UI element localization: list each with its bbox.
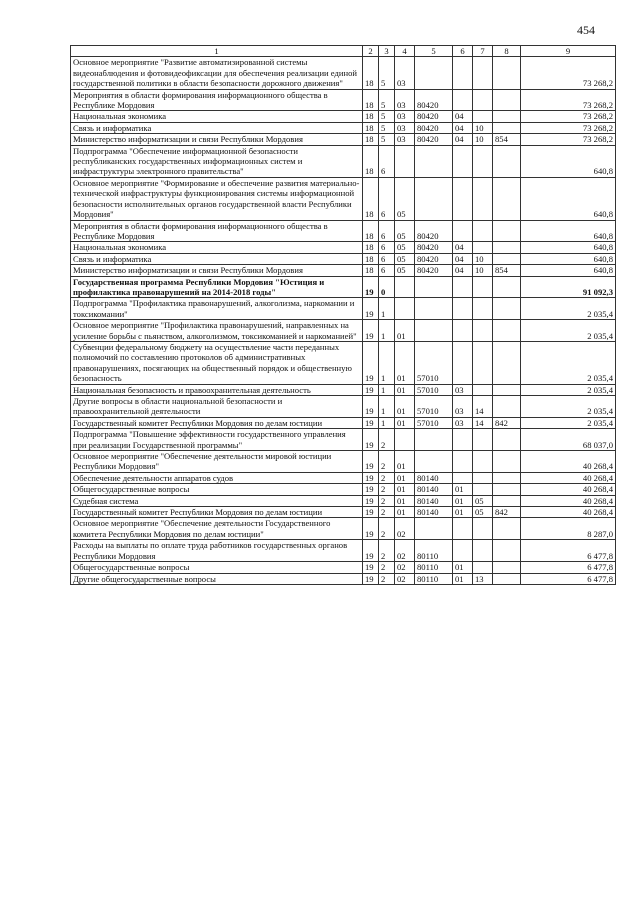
row-code-cell: 5 (379, 134, 395, 145)
row-amount-cell: 73 268,2 (521, 134, 616, 145)
row-code-cell (453, 220, 473, 242)
row-code-cell (473, 540, 493, 562)
row-code-cell: 5 (379, 57, 395, 89)
row-code-cell: 18 (363, 177, 379, 220)
row-code-cell: 19 (363, 562, 379, 573)
row-code-cell: 80420 (415, 253, 453, 264)
row-code-cell: 19 (363, 484, 379, 495)
row-code-cell (493, 518, 521, 540)
row-amount-cell: 40 268,4 (521, 507, 616, 518)
row-code-cell: 18 (363, 220, 379, 242)
row-code-cell: 80420 (415, 134, 453, 145)
row-code-cell: 01 (395, 320, 415, 342)
row-code-cell: 80140 (415, 484, 453, 495)
row-code-cell (493, 122, 521, 133)
table-body (71, 57, 616, 585)
row-code-cell: 04 (453, 242, 473, 253)
row-amount-cell: 2 035,4 (521, 320, 616, 342)
row-name-cell: Другие вопросы в области национальной безопасности и правоохранительной деятельности (71, 396, 363, 418)
row-code-cell (493, 298, 521, 320)
row-code-cell: 19 (363, 472, 379, 483)
row-code-cell: 19 (363, 451, 379, 473)
row-code-cell: 1 (379, 384, 395, 395)
row-code-cell: 5 (379, 122, 395, 133)
row-code-cell (453, 540, 473, 562)
row-code-cell: 02 (395, 540, 415, 562)
row-code-cell: 03 (453, 417, 473, 428)
row-code-cell: 80420 (415, 111, 453, 122)
table-row (71, 265, 616, 276)
row-code-cell: 19 (363, 429, 379, 451)
row-code-cell (493, 562, 521, 573)
row-code-cell: 19 (363, 341, 379, 384)
row-code-cell (453, 89, 473, 111)
row-code-cell (473, 242, 493, 253)
row-code-cell: 03 (395, 89, 415, 111)
row-code-cell (453, 298, 473, 320)
row-code-cell (453, 472, 473, 483)
row-code-cell (473, 320, 493, 342)
row-code-cell (395, 145, 415, 177)
table-row (71, 122, 616, 133)
table-row (71, 562, 616, 573)
row-name-cell: Основное мероприятие "Профилактика правонарушений, направленных на усиление борьбы с пьянством, алкоголизмом, токсикоманией и наркоманией" (71, 320, 363, 342)
row-code-cell: 5 (379, 89, 395, 111)
table-row (71, 145, 616, 177)
row-code-cell: 04 (453, 111, 473, 122)
row-code-cell (493, 429, 521, 451)
row-code-cell: 19 (363, 507, 379, 518)
row-code-cell: 6 (379, 265, 395, 276)
row-code-cell (415, 177, 453, 220)
table-row (71, 341, 616, 384)
row-code-cell: 2 (379, 562, 395, 573)
page-number: 454 (577, 23, 595, 37)
row-amount-cell: 640,8 (521, 145, 616, 177)
row-code-cell (473, 220, 493, 242)
row-code-cell: 2 (379, 429, 395, 451)
table-row (71, 451, 616, 473)
row-code-cell: 1 (379, 396, 395, 418)
table-row (71, 484, 616, 495)
row-code-cell: 04 (453, 253, 473, 264)
row-amount-cell: 2 035,4 (521, 417, 616, 428)
row-amount-cell: 91 092,3 (521, 276, 616, 298)
row-code-cell: 05 (473, 507, 493, 518)
row-code-cell (493, 396, 521, 418)
row-code-cell: 80140 (415, 472, 453, 483)
row-code-cell (493, 276, 521, 298)
row-code-cell: 80420 (415, 242, 453, 253)
row-code-cell: 01 (395, 396, 415, 418)
table-row (71, 472, 616, 483)
table-row (71, 276, 616, 298)
row-name-cell: Обеспечение деятельности аппаратов судов (71, 472, 363, 483)
row-name-cell: Мероприятия в области формирования информационного общества в Республике Мордовия (71, 220, 363, 242)
table-row (71, 298, 616, 320)
row-code-cell: 04 (453, 265, 473, 276)
row-code-cell: 05 (395, 220, 415, 242)
row-code-cell: 03 (395, 134, 415, 145)
row-code-cell (473, 562, 493, 573)
row-code-cell: 842 (493, 507, 521, 518)
row-amount-cell: 68 037,0 (521, 429, 616, 451)
row-code-cell (473, 111, 493, 122)
row-name-cell: Связь и информатика (71, 253, 363, 264)
row-code-cell: 19 (363, 396, 379, 418)
row-code-cell (493, 573, 521, 584)
row-code-cell (453, 57, 473, 89)
row-name-cell: Основное мероприятие "Обеспечение деятельности Государственного комитета Республики Мордовия по делам юстиции" (71, 518, 363, 540)
row-code-cell: 2 (379, 507, 395, 518)
row-code-cell: 01 (395, 384, 415, 395)
row-amount-cell: 640,8 (521, 253, 616, 264)
row-code-cell: 02 (395, 573, 415, 584)
row-amount-cell: 2 035,4 (521, 298, 616, 320)
row-name-cell: Основное мероприятие "Развитие автоматизированной системы видеонаблюдения и фотовидеофиксации для обеспечения реализации единой государственной политики в области безопасности дорожного движения" (71, 57, 363, 89)
row-name-cell: Национальная безопасность и правоохранительная деятельность (71, 384, 363, 395)
row-code-cell: 80110 (415, 562, 453, 573)
row-amount-cell: 2 035,4 (521, 396, 616, 418)
table-row (71, 518, 616, 540)
row-code-cell: 18 (363, 242, 379, 253)
row-code-cell (493, 253, 521, 264)
row-name-cell: Связь и информатика (71, 122, 363, 133)
row-code-cell (395, 429, 415, 451)
row-code-cell: 01 (453, 507, 473, 518)
row-amount-cell: 40 268,4 (521, 472, 616, 483)
row-code-cell: 03 (395, 57, 415, 89)
row-name-cell: Подпрограмма "Повышение эффективности государственного управления при реализации Государственной программы" (71, 429, 363, 451)
row-code-cell: 10 (473, 265, 493, 276)
row-code-cell: 2 (379, 573, 395, 584)
row-code-cell: 18 (363, 111, 379, 122)
column-header: 4 (395, 46, 415, 57)
row-amount-cell: 73 268,2 (521, 57, 616, 89)
row-code-cell (415, 429, 453, 451)
row-amount-cell: 8 287,0 (521, 518, 616, 540)
row-code-cell (415, 320, 453, 342)
row-code-cell (415, 518, 453, 540)
row-code-cell: 03 (453, 384, 473, 395)
table-row (71, 429, 616, 451)
table-row (71, 220, 616, 242)
row-code-cell (473, 451, 493, 473)
row-code-cell (493, 89, 521, 111)
column-header: 2 (363, 46, 379, 57)
row-code-cell: 04 (453, 122, 473, 133)
row-code-cell: 05 (395, 253, 415, 264)
row-code-cell (493, 177, 521, 220)
row-code-cell (473, 57, 493, 89)
row-amount-cell: 40 268,4 (521, 484, 616, 495)
row-code-cell: 1 (379, 417, 395, 428)
table-row (71, 540, 616, 562)
row-code-cell: 18 (363, 122, 379, 133)
row-name-cell: Мероприятия в области формирования информационного общества в Республике Мордовия (71, 89, 363, 111)
table-row (71, 417, 616, 428)
row-code-cell: 19 (363, 518, 379, 540)
row-code-cell (415, 451, 453, 473)
row-code-cell: 19 (363, 417, 379, 428)
row-code-cell (473, 341, 493, 384)
row-code-cell: 80420 (415, 89, 453, 111)
row-code-cell: 19 (363, 540, 379, 562)
row-code-cell: 19 (363, 573, 379, 584)
table-row (71, 384, 616, 395)
row-name-cell: Министерство информатизации и связи Республики Мордовия (71, 134, 363, 145)
row-name-cell: Основное мероприятие "Формирование и обеспечение развития материально-технической инфраструктуры функционирования системы информационной безопасности исполнительных органов государственной власти Республики Мордовия" (71, 177, 363, 220)
row-code-cell: 2 (379, 518, 395, 540)
row-code-cell (493, 484, 521, 495)
row-code-cell: 01 (453, 573, 473, 584)
row-code-cell (473, 518, 493, 540)
row-code-cell: 2 (379, 495, 395, 506)
row-code-cell (473, 276, 493, 298)
row-code-cell: 04 (453, 134, 473, 145)
row-code-cell: 2 (379, 472, 395, 483)
row-code-cell (493, 320, 521, 342)
row-name-cell: Общегосударственные вопросы (71, 484, 363, 495)
row-name-cell: Общегосударственные вопросы (71, 562, 363, 573)
row-code-cell: 14 (473, 417, 493, 428)
row-name-cell: Субвенции федеральному бюджету на осуществление части переданных полномочий по составлению протоколов об административных правонарушениях, посягающих на общественный порядок и общественную безопасность (71, 341, 363, 384)
row-code-cell (415, 57, 453, 89)
row-code-cell: 05 (395, 242, 415, 253)
row-amount-cell: 2 035,4 (521, 384, 616, 395)
row-code-cell: 19 (363, 276, 379, 298)
row-amount-cell: 40 268,4 (521, 451, 616, 473)
row-code-cell: 18 (363, 253, 379, 264)
row-code-cell: 19 (363, 384, 379, 395)
row-code-cell: 854 (493, 134, 521, 145)
row-code-cell: 01 (453, 495, 473, 506)
row-code-cell: 19 (363, 298, 379, 320)
row-code-cell: 6 (379, 253, 395, 264)
row-code-cell (453, 451, 473, 473)
row-code-cell: 01 (395, 484, 415, 495)
row-code-cell (493, 451, 521, 473)
row-code-cell (493, 220, 521, 242)
row-amount-cell: 6 477,8 (521, 573, 616, 584)
row-name-cell: Другие общегосударственные вопросы (71, 573, 363, 584)
row-code-cell (493, 57, 521, 89)
row-code-cell: 03 (453, 396, 473, 418)
row-code-cell: 57010 (415, 396, 453, 418)
row-code-cell (395, 298, 415, 320)
row-code-cell (453, 341, 473, 384)
table-row (71, 396, 616, 418)
row-code-cell: 18 (363, 89, 379, 111)
row-code-cell: 2 (379, 540, 395, 562)
row-name-cell: Подпрограмма "Обеспечение информационной безопасности республиканских государственных информационных систем и инфраструктуры электронного правительства" (71, 145, 363, 177)
row-amount-cell: 640,8 (521, 242, 616, 253)
row-code-cell (473, 298, 493, 320)
row-name-cell: Государственный комитет Республики Мордовия по делам юстиции (71, 507, 363, 518)
row-code-cell: 18 (363, 134, 379, 145)
row-code-cell: 05 (395, 177, 415, 220)
row-code-cell (473, 384, 493, 395)
row-code-cell (493, 540, 521, 562)
row-amount-cell: 73 268,2 (521, 111, 616, 122)
table-row (71, 57, 616, 89)
row-code-cell: 02 (395, 562, 415, 573)
table-row (71, 320, 616, 342)
table-row (71, 253, 616, 264)
row-code-cell (473, 472, 493, 483)
column-header: 3 (379, 46, 395, 57)
row-code-cell (415, 145, 453, 177)
row-code-cell: 02 (395, 518, 415, 540)
row-code-cell (453, 320, 473, 342)
row-code-cell: 18 (363, 265, 379, 276)
row-code-cell: 01 (395, 495, 415, 506)
row-code-cell: 19 (363, 495, 379, 506)
row-code-cell (473, 145, 493, 177)
table-row (71, 242, 616, 253)
row-code-cell (473, 89, 493, 111)
table-row (71, 177, 616, 220)
row-code-cell: 01 (453, 562, 473, 573)
row-code-cell (415, 298, 453, 320)
row-code-cell: 80420 (415, 265, 453, 276)
row-code-cell: 842 (493, 417, 521, 428)
row-code-cell: 05 (473, 495, 493, 506)
row-code-cell: 6 (379, 242, 395, 253)
row-code-cell: 80140 (415, 507, 453, 518)
row-amount-cell: 640,8 (521, 177, 616, 220)
row-code-cell: 6 (379, 220, 395, 242)
row-code-cell: 01 (395, 451, 415, 473)
row-code-cell (453, 145, 473, 177)
row-code-cell (493, 472, 521, 483)
row-code-cell: 14 (473, 396, 493, 418)
row-code-cell (493, 384, 521, 395)
table-row (71, 507, 616, 518)
row-amount-cell: 6 477,8 (521, 562, 616, 573)
row-name-cell: Подпрограмма "Профилактика правонарушений, алкоголизма, наркомании и токсикомании" (71, 298, 363, 320)
row-name-cell: Национальная экономика (71, 242, 363, 253)
row-code-cell (453, 518, 473, 540)
budget-table (70, 45, 616, 585)
table-row (71, 495, 616, 506)
row-code-cell: 2 (379, 484, 395, 495)
row-name-cell: Расходы на выплаты по оплате труда работников государственных органов Республики Мордовия (71, 540, 363, 562)
row-code-cell: 03 (395, 111, 415, 122)
row-code-cell: 18 (363, 145, 379, 177)
row-name-cell: Судебная система (71, 495, 363, 506)
row-code-cell: 10 (473, 122, 493, 133)
row-code-cell: 0 (379, 276, 395, 298)
row-code-cell (453, 429, 473, 451)
row-code-cell: 13 (473, 573, 493, 584)
row-code-cell: 6 (379, 145, 395, 177)
row-name-cell: Национальная экономика (71, 111, 363, 122)
row-amount-cell: 2 035,4 (521, 341, 616, 384)
row-amount-cell: 640,8 (521, 265, 616, 276)
row-code-cell: 854 (493, 265, 521, 276)
row-code-cell: 1 (379, 341, 395, 384)
row-code-cell: 01 (395, 472, 415, 483)
row-code-cell: 5 (379, 111, 395, 122)
row-name-cell: Государственная программа Республики Мордовия "Юстиция и профилактика правонарушений на 2014-2018 годы" (71, 276, 363, 298)
row-code-cell (453, 276, 473, 298)
row-code-cell: 03 (395, 122, 415, 133)
row-code-cell (473, 429, 493, 451)
row-code-cell: 01 (395, 341, 415, 384)
column-header: 5 (415, 46, 453, 57)
row-code-cell (473, 177, 493, 220)
row-name-cell: Министерство информатизации и связи Республики Мордовия (71, 265, 363, 276)
row-code-cell: 2 (379, 451, 395, 473)
table-row (71, 111, 616, 122)
row-code-cell: 57010 (415, 417, 453, 428)
row-code-cell: 10 (473, 253, 493, 264)
row-code-cell: 80420 (415, 122, 453, 133)
row-code-cell: 80110 (415, 540, 453, 562)
row-code-cell: 80110 (415, 573, 453, 584)
row-name-cell: Основное мероприятие "Обеспечение деятельности мировой юстиции Республики Мордовия" (71, 451, 363, 473)
table-row (71, 89, 616, 111)
row-code-cell: 80420 (415, 220, 453, 242)
row-code-cell (493, 242, 521, 253)
table-row (71, 573, 616, 584)
row-code-cell: 01 (395, 507, 415, 518)
row-name-cell: Государственный комитет Республики Мордовия по делам юстиции (71, 417, 363, 428)
row-code-cell (473, 484, 493, 495)
row-code-cell: 05 (395, 265, 415, 276)
row-amount-cell: 73 268,2 (521, 122, 616, 133)
row-code-cell: 01 (395, 417, 415, 428)
row-code-cell: 01 (453, 484, 473, 495)
row-code-cell: 80140 (415, 495, 453, 506)
row-code-cell (493, 495, 521, 506)
row-code-cell: 18 (363, 57, 379, 89)
row-code-cell (493, 341, 521, 384)
row-amount-cell: 6 477,8 (521, 540, 616, 562)
column-header: 1 (71, 46, 363, 57)
column-header: 7 (473, 46, 493, 57)
row-code-cell (415, 276, 453, 298)
row-code-cell: 57010 (415, 384, 453, 395)
row-code-cell: 1 (379, 320, 395, 342)
header-row (71, 46, 616, 57)
row-code-cell: 10 (473, 134, 493, 145)
row-code-cell (493, 111, 521, 122)
column-header: 8 (493, 46, 521, 57)
row-code-cell: 1 (379, 298, 395, 320)
row-amount-cell: 73 268,2 (521, 89, 616, 111)
row-amount-cell: 640,8 (521, 220, 616, 242)
row-code-cell: 19 (363, 320, 379, 342)
column-header: 9 (521, 46, 616, 57)
column-header: 6 (453, 46, 473, 57)
row-code-cell: 6 (379, 177, 395, 220)
row-code-cell (493, 145, 521, 177)
row-amount-cell: 40 268,4 (521, 495, 616, 506)
row-code-cell (453, 177, 473, 220)
row-code-cell: 57010 (415, 341, 453, 384)
row-code-cell (395, 276, 415, 298)
table-row (71, 134, 616, 145)
